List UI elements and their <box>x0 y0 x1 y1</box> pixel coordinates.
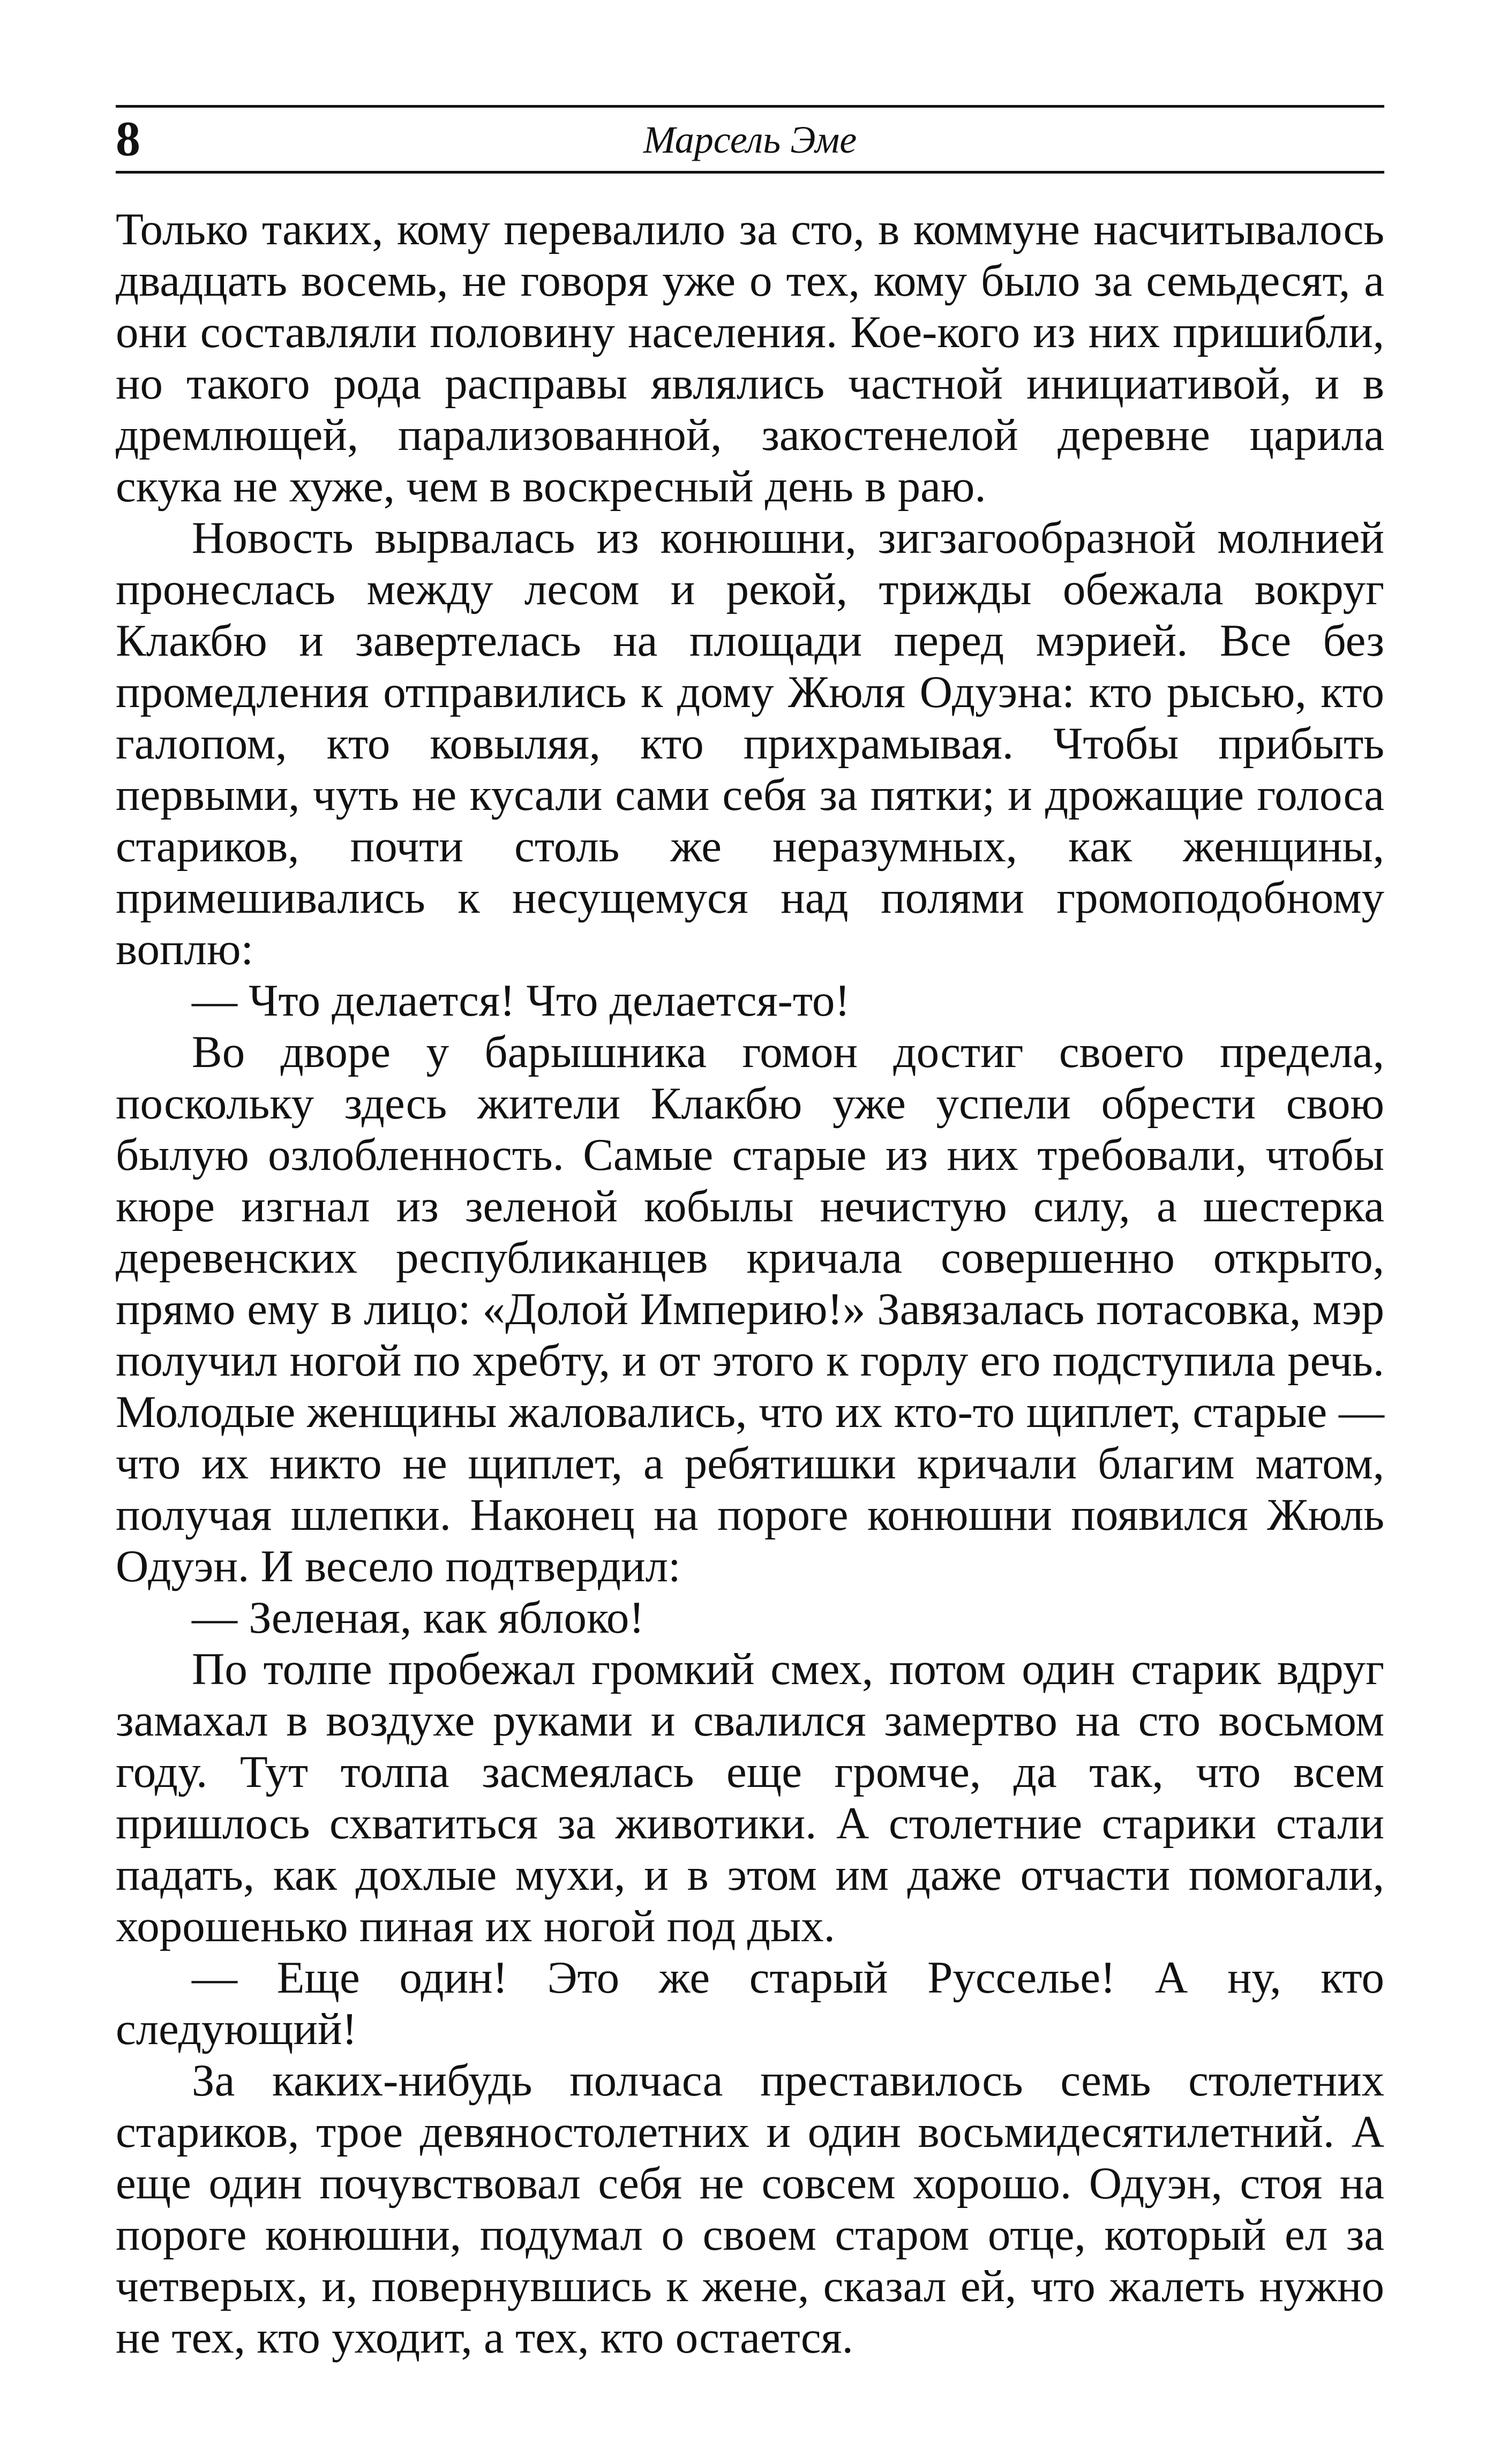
dialogue-line: — Зеленая, как яблоко! <box>192 1592 644 1643</box>
paragraph: По толпе пробежал громкий смех, потом один старик вдруг замахал в воздухе руками и свалился замертво на сто восьмом году. Тут толпа засмеялась еще громче, да так, что всем пришлось схватиться за животики. А столетние старики стали падать, как дохлые мухи, и в этом им даже отчасти помогали, хорошенько пиная их ногой под дых. <box>116 1644 1384 1951</box>
running-title: Марсель Эме <box>643 118 857 161</box>
page-number: 8 <box>116 111 140 166</box>
paragraph: Новость вырвалась из конюшни, зигзагообразной молнией пронеслась между лесом и рекой, трижды обежала вокруг Клакбю и завертелась на площади перед мэрией. Все без промедления отправились к дому Жюля Одуэна: кто рысью, кто галопом, кто ковыляя, кто прихрамывая. Чтобы прибыть первыми, чуть не кусали сами себя за пятки; и дрожащие голоса стариков, почти столь же неразумных, как женщины, примешивались к несущемуся над полями громоподобному воплю: <box>116 513 1384 974</box>
body-text <box>116 204 1384 2363</box>
paragraph: Во дворе у барышника гомон достиг своего предела, поскольку здесь жители Клакбю уже успели обрести свою былую озлобленность. Самые старые из них требовали, чтобы кюре изгнал из зеленой кобылы нечистую силу, а шестерка деревенских республиканцев кричала совершенно открыто, прямо ему в лицо: «Долой Империю!» Завязалась потасовка, мэр получил ногой по хребту, и от этого к горлу его подступила речь. Молодые женщины жаловались, что их кто-то щиплет, старые — что их никто не щиплет, а ребятишки кричали благим матом, получая шлепки. Наконец на пороге конюшни появился Жюль Одуэн. И весело подтвердил: <box>116 1027 1384 1591</box>
paragraph: За каких-нибудь полчаса преставилось семь столетних стариков, трое девяностолетних и один восьмидесятилетний. А еще один почувствовал себя не совсем хорошо. Одуэн, стоя на пороге конюшни, подумал о своем старом отце, который ел за четверых, и, повернувшись к жене, сказал ей, что жалеть нужно не тех, кто уходит, а тех, кто остается. <box>116 2055 1384 2363</box>
dialogue-line: — Что делается! Что делается-то! <box>192 975 850 1026</box>
dialogue-line: — Еще один! Это же старый Русселье! А ну, кто следующий! <box>116 1952 1384 2054</box>
paragraph: Только таких, кому перевалило за сто, в коммуне насчитывалось двадцать восемь, не говоря уже о тех, кому было за семьдесят, а они составляли половину населения. Кое-кого из них пришибли, но такого рода расправы являлись частной инициативой, и в дремлющей, парализованной, закостенелой деревне царила скука не хуже, чем в воскресный день в раю. <box>116 204 1384 512</box>
page-header <box>116 105 1384 174</box>
